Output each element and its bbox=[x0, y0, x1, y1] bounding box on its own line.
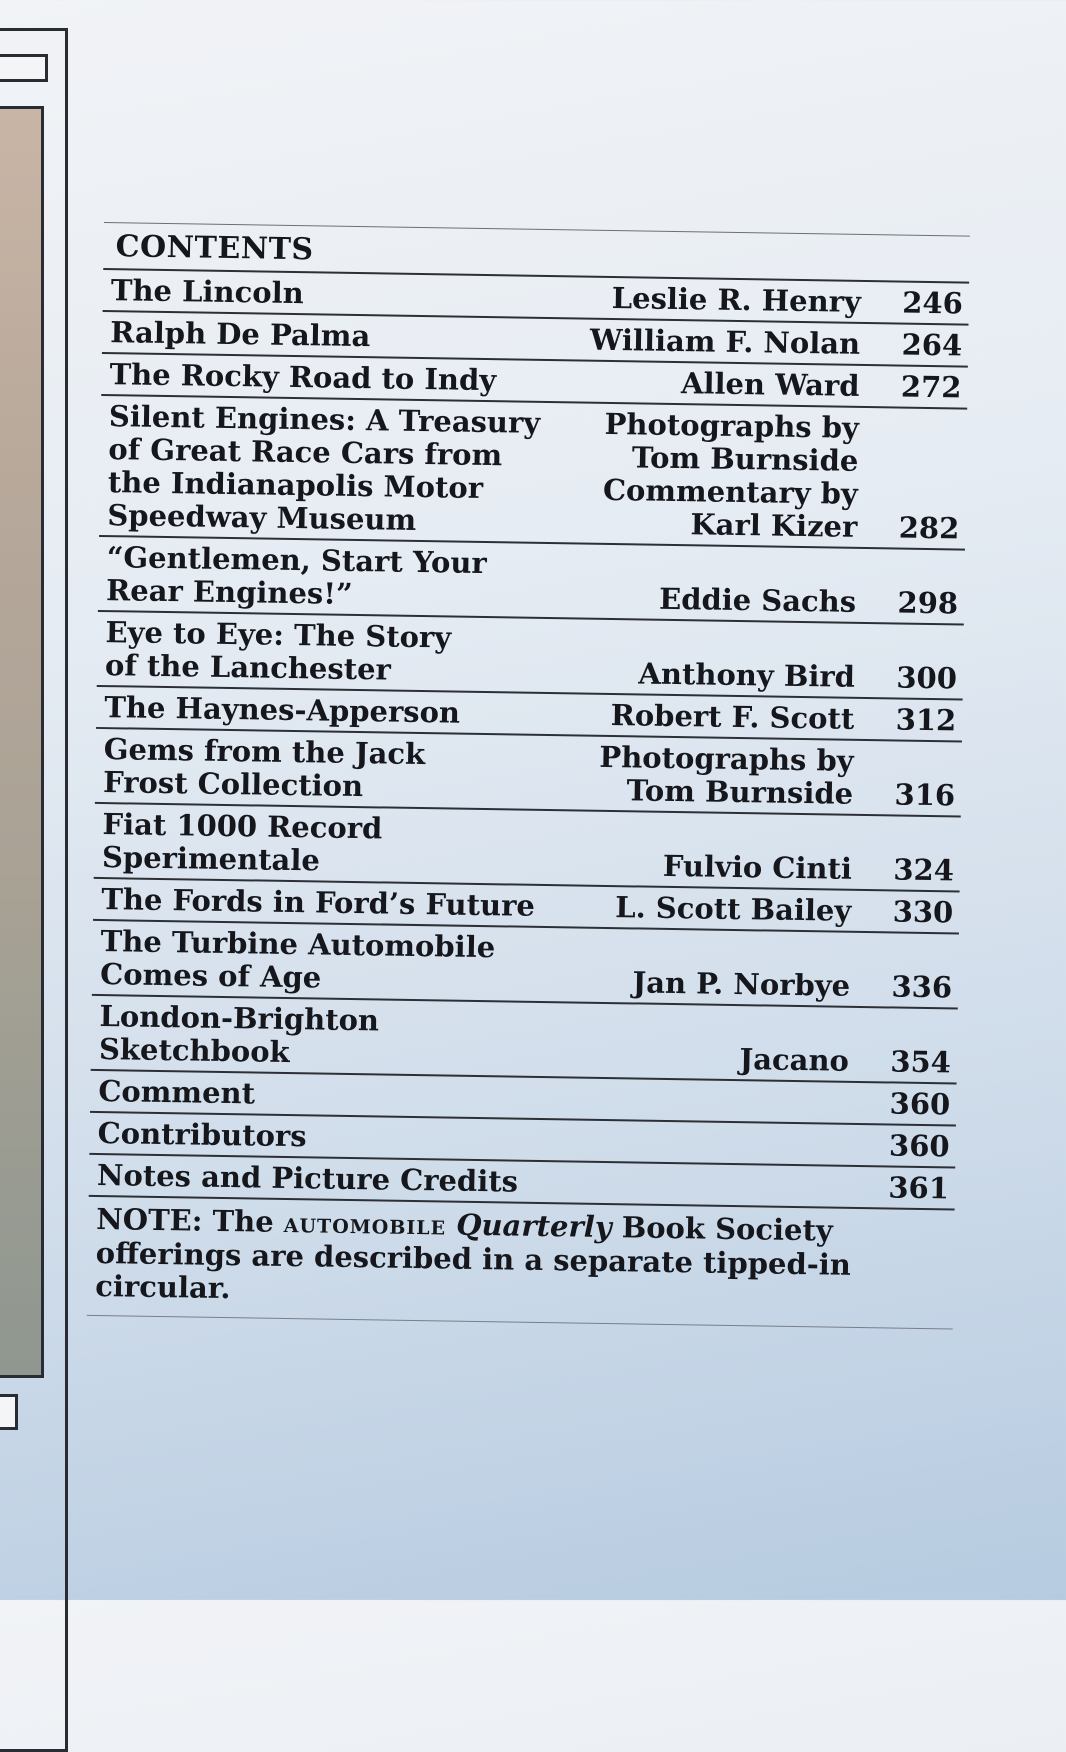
entry-author: Robert F. Scott bbox=[610, 698, 855, 736]
entry-page-number: 282 bbox=[898, 510, 960, 546]
entry-title: Fiat 1000 Record Sperimentale bbox=[101, 807, 383, 878]
entry-title: The Haynes-Apperson bbox=[104, 690, 461, 730]
entry-title: Contributors bbox=[97, 1116, 307, 1154]
frame-ornament-top bbox=[0, 54, 48, 82]
note-rest: Book Society offerings are described in a separate tipped-in circular. bbox=[95, 1210, 852, 1306]
entry-title: Notes and Picture Credits bbox=[96, 1158, 519, 1199]
contents-list bbox=[89, 270, 969, 1210]
entry-author: Leslie R. Henry bbox=[611, 280, 862, 319]
entry-page-number: 246 bbox=[902, 285, 964, 321]
entry-page-number: 300 bbox=[896, 660, 958, 696]
entry-author: L. Scott Bailey bbox=[614, 890, 852, 928]
entry-page-number: 324 bbox=[893, 852, 955, 888]
frame-ornament-bottom bbox=[0, 1394, 18, 1430]
entry-title: Gems from the Jack Frost Collection bbox=[102, 732, 426, 804]
entry-page-number: 336 bbox=[891, 969, 953, 1005]
entry-author: William F. Nolan bbox=[589, 322, 861, 361]
entry-title: London-Brighton Sketchbook bbox=[98, 999, 380, 1070]
cover-image-strip bbox=[0, 106, 44, 1378]
note-prefix: NOTE: The bbox=[96, 1202, 285, 1239]
entry-title: “Gentlemen, Start Your Rear Engines!” bbox=[105, 540, 488, 611]
entry-author bbox=[568, 1115, 876, 1120]
note-brand-italic: Quarterly bbox=[455, 1207, 612, 1245]
entry-title: The Rocky Road to Indy bbox=[109, 357, 497, 398]
entry-page-number: 330 bbox=[892, 894, 954, 930]
contents-entry bbox=[91, 996, 958, 1085]
entry-page-number: 354 bbox=[890, 1044, 952, 1080]
entry-author: Allen Ward bbox=[680, 366, 860, 403]
contents-entry bbox=[92, 921, 959, 1010]
entry-title: Eye to Eye: The Story of the Lanchester bbox=[104, 615, 452, 687]
contents-entry bbox=[98, 537, 965, 626]
entry-author: Anthony Bird bbox=[638, 656, 856, 694]
entry-author bbox=[567, 1157, 875, 1162]
entry-title: The Fords in Ford’s Future bbox=[101, 882, 536, 923]
contents-entry bbox=[97, 612, 964, 701]
contents-entry bbox=[99, 396, 967, 551]
entry-page-number: 316 bbox=[894, 777, 956, 813]
contents-entry bbox=[94, 804, 961, 893]
entry-author: Eddie Sachs bbox=[658, 581, 857, 619]
entry-author bbox=[567, 1199, 875, 1204]
entry-author: Photographs by Tom Burnside Commentary by Karl Kizer bbox=[602, 406, 860, 544]
entry-page-number: 361 bbox=[888, 1170, 950, 1206]
entry-page-number: 312 bbox=[895, 702, 957, 738]
contents-entry bbox=[95, 729, 962, 818]
entry-author: Photographs by Tom Burnside bbox=[599, 739, 854, 811]
entry-author: Jan P. Norbye bbox=[632, 965, 851, 1003]
entry-title: Silent Engines: A Treasury of Great Race Cars from the Indianapolis Motor Speedway Museum bbox=[107, 399, 541, 537]
entry-author: Fulvio Cinti bbox=[662, 848, 853, 886]
entry-page-number: 272 bbox=[900, 369, 962, 405]
contents-heading: CONTENTS bbox=[103, 223, 970, 284]
note-brand: automobile bbox=[283, 1207, 447, 1242]
entry-page-number: 298 bbox=[897, 585, 959, 621]
entry-author: Jacano bbox=[739, 1042, 850, 1078]
entry-title: Ralph De Palma bbox=[110, 315, 371, 354]
entry-page-number: 360 bbox=[888, 1128, 950, 1164]
society-note bbox=[87, 1197, 955, 1330]
entry-title: Comment bbox=[98, 1074, 256, 1111]
table-of-contents bbox=[87, 222, 970, 1329]
entry-page-number: 264 bbox=[901, 327, 963, 363]
entry-title: The Lincoln bbox=[110, 273, 304, 311]
entry-title: The Turbine Automobile Comes of Age bbox=[99, 924, 496, 995]
entry-page-number: 360 bbox=[889, 1086, 951, 1122]
